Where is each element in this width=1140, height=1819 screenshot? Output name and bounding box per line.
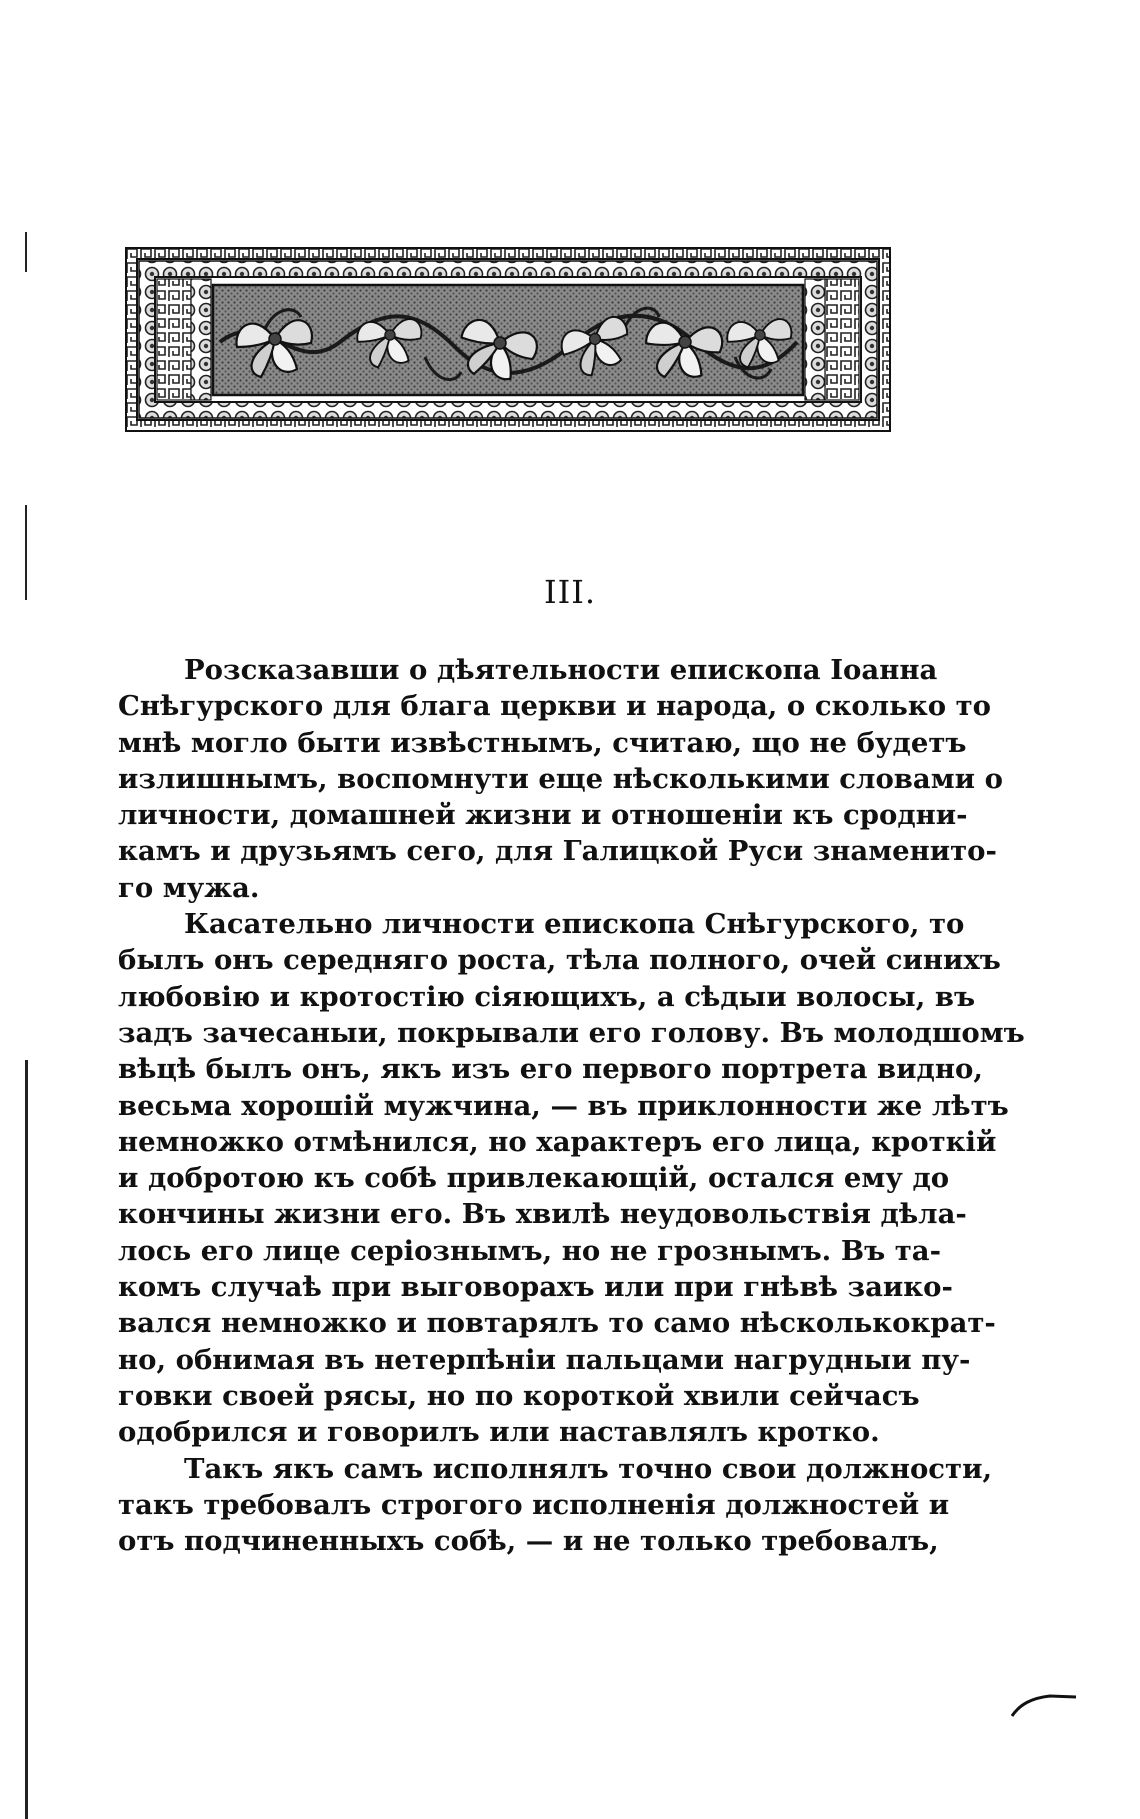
pen-stroke-mark bbox=[1010, 1690, 1080, 1720]
text-line: задъ зачесаныи, покрывали его голову. Въ молодшомъ bbox=[118, 1016, 1025, 1049]
text-line: лось его лице серіознымъ, но не грознымъ. Въ та- bbox=[118, 1234, 942, 1267]
text-line: немножко отмѣнился, но характеръ его лица, кроткій bbox=[118, 1125, 997, 1158]
paragraph bbox=[118, 1451, 993, 1560]
text-line: отъ подчиненныхъ собѣ, — и не только требовалъ, bbox=[118, 1525, 939, 1558]
text-line: вѣцѣ былъ онъ, якъ изъ его первого портрета видно, bbox=[118, 1053, 983, 1086]
left-edge-mark-3 bbox=[25, 1060, 28, 1819]
paragraph bbox=[118, 906, 1025, 1450]
text-line: личности, домашней жизни и отношеніи къ сродни- bbox=[118, 799, 968, 832]
text-line: Снѣгурского для блага церкви и народа, о сколько то bbox=[118, 690, 991, 723]
text-line: Розсказавши о дѣятельности епископа Іоанна bbox=[184, 654, 938, 686]
text-line: мнѣ могло быти извѣстнымъ, считаю, що не будетъ bbox=[118, 726, 967, 759]
text-line: такъ требовалъ строгого исполненія должностей и bbox=[118, 1488, 950, 1521]
text-line: говки своей рясы, но по короткой хвили сейчасъ bbox=[118, 1379, 920, 1412]
text-line: былъ онъ середняго роста, тѣла полного, очей синихъ bbox=[118, 944, 1001, 977]
text-line: и добротою къ собѣ привлекающій, остался ему до bbox=[118, 1162, 950, 1195]
text-line: го мужа. bbox=[118, 871, 260, 904]
text-line: кончины жизни его. Въ хвилѣ неудовольствія дѣла- bbox=[118, 1198, 967, 1231]
text-line: одобрился и говорилъ или наставлялъ кротко. bbox=[118, 1416, 880, 1449]
left-edge-mark-1 bbox=[25, 232, 27, 272]
text-line: любовію и кротостію сіяющихъ, а сѣдыи волосы, въ bbox=[118, 980, 976, 1013]
text-line: но, обнимая въ нетерпѣніи пальцами нагрудныи пу- bbox=[118, 1343, 971, 1376]
text-line: комъ случаѣ при выговорахъ или при гнѣвѣ заико- bbox=[118, 1271, 953, 1304]
text-line: Такъ якъ самъ исполнялъ точно свои должности, bbox=[184, 1452, 993, 1485]
chapter-number: III. bbox=[543, 573, 597, 611]
text-line: излишнымъ, воспомнути еще нѣсколькими словами о bbox=[118, 762, 1003, 795]
text-line: вался немножко и повтарялъ то само нѣсколькократ- bbox=[118, 1307, 996, 1340]
floral-ornament-icon bbox=[125, 247, 891, 432]
text-line: камъ и друзьямъ сего, для Галицкой Руси знаменито- bbox=[118, 835, 997, 868]
text-line: весьма хорошій мужчина, — въ приклонности же лѣтъ bbox=[118, 1089, 1009, 1122]
paragraph bbox=[118, 652, 1003, 906]
body-text bbox=[118, 652, 1025, 1559]
text-line: Касательно личности епископа Снѣгурского, то bbox=[184, 908, 965, 941]
